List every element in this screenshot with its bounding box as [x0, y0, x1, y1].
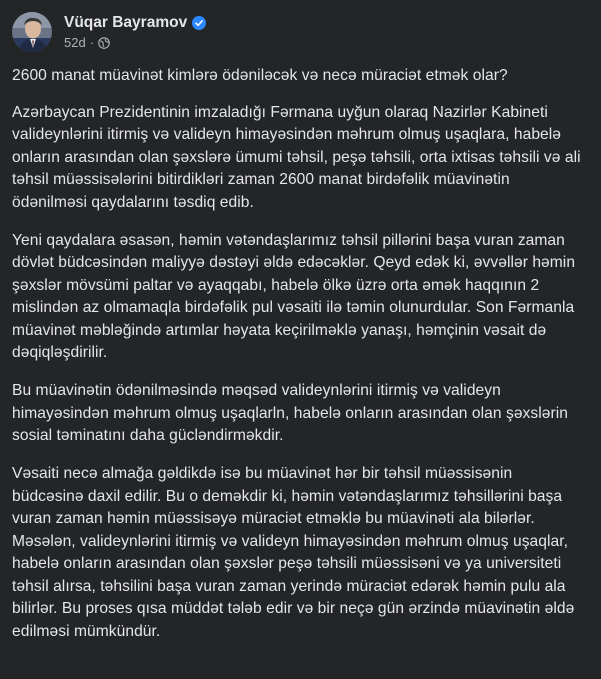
- post-headline: 2600 manat müavinət kimlərə ödəniləcək və necə müraciət etmək olar?: [12, 67, 508, 84]
- post-paragraph: Yeni qaydalara əsasən, həmin vətəndaşlarımız təhsil pillərini başa vuran zaman dövlət büdcəsindən maliyyə dəstəyi əldə edəcəklər. Qeyd edək ki, əvvəllər həmin şəxslər mövsümi paltar və ayaqqabı, habelə ölkə üzrə orta əmək haqqının 2 mislindən az olmamaqla birdəfəlik pul vəsaiti ilə təmin olunurdular. Son Fərmanla müavinət məbləğində artımlar həyata keçirilməklə yanaşı, həmçinin vəsait də dəqiqləşdirilir.: [12, 231, 576, 361]
- post-paragraph: Bu müavinətin ödənilməsində məqsəd valideynlərini itirmiş və valideyn himayəsindən məhrum olmuş uşaqlarln, habelə onların arasından olan şəxslərin sosial təminatını daha gücləndirməkdir.: [12, 382, 568, 444]
- post-paragraph: Azərbaycan Prezidentinin imzaladığı Fərmana uyğun olaraq Nazirlər Kabineti valideynlərini itirmiş və valideyn himayəsindən məhrum olmuş uşaqlara, habelə onların arasından olan şəxslərə ümumi təhsil, peşə təhsili, orta ixtisas təhsili və ali təhsil müəssisələrini bitirdikləri zaman 2600 manat birdəfəlik müavinətin ödənilməsi qaydalarını təsdiq edib.: [12, 103, 581, 211]
- author-name[interactable]: Vüqar Bayramov: [64, 13, 188, 31]
- verified-badge-icon: [192, 16, 206, 30]
- post-paragraph: Vəsaiti necə almağa gəldikdə isə bu müavinət hər bir təhsil müəssisənin büdcəsinə daxil edilir. Bu o deməkdir ki, həmin vətəndaşlarımız təhsillərini başa vuran zaman həmin müəssisəyə müraciət etməklə bu müavinəti ala bilərlər. Məsələn, valideynlərini itirmiş və valideyn himayəsindən məhrum olmuş uşaqlar, habelə onların arasından olan şəxslər peşə təhsili müəssisəni və ya universiteti təhsil alırsa, təhsilini başa vuran zaman yerində müraciət edərək həmin pulu ala bilirlər. Bu proses qısa müddət tələb edir və bir neçə gün ərzində müavinətin əldə edilməsi mümkündür.: [12, 465, 575, 640]
- globe-icon[interactable]: [98, 37, 110, 49]
- post-body: [12, 65, 585, 643]
- separator-dot: ·: [89, 34, 95, 50]
- profile-photo: [12, 12, 52, 52]
- post-header: [12, 0, 585, 62]
- author-avatar[interactable]: [12, 12, 52, 52]
- post-timestamp[interactable]: 52d: [64, 34, 86, 50]
